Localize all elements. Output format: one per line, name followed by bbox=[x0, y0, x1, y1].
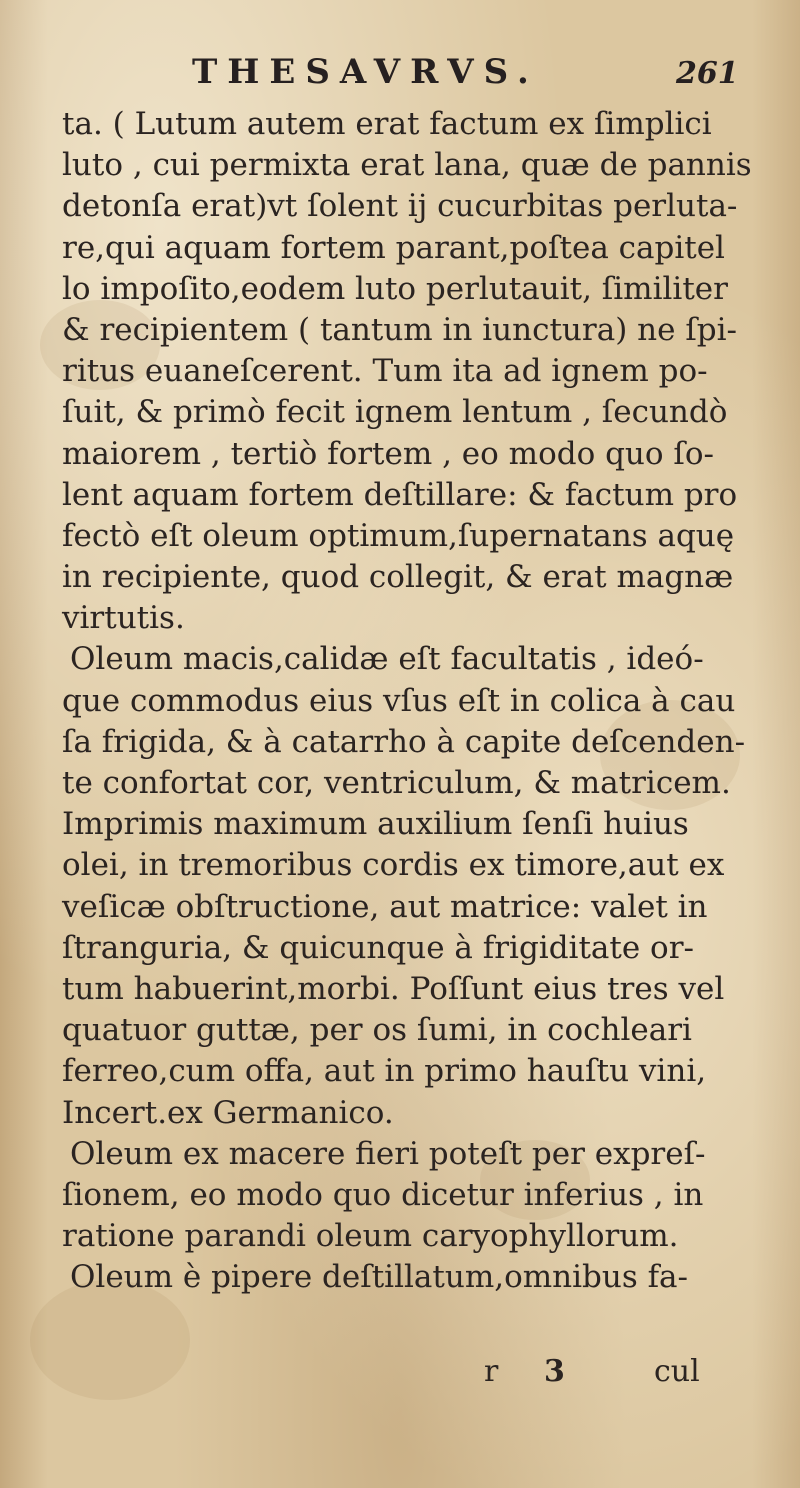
text-line: lent aquam fortem deſtillare: & factum pro bbox=[62, 476, 738, 513]
paragraph-start-line: Oleum ex macere fieri poteſt per expreſ- bbox=[70, 1135, 706, 1172]
text-line: Imprimis maximum auxilium ſenſi huius bbox=[62, 806, 689, 843]
paragraph-start-line: Oleum macis,calidæ eſt facultatis , ideó- bbox=[70, 641, 704, 678]
running-title: THESAVRVS. bbox=[192, 52, 539, 92]
text-line: te confortat cor, ventriculum, & matricem. bbox=[62, 765, 731, 801]
text-line: ſionem, eo modo quo dicetur inferius , in bbox=[62, 1176, 704, 1213]
paragraph-start-line: Oleum è pipere deſtillatum,omnibus fa- bbox=[70, 1259, 689, 1296]
text-line: & recipientem ( tantum in iunctura) ne ſpi- bbox=[62, 311, 738, 348]
text-line: ritus euaneſcerent. Tum ita ad ignem po- bbox=[62, 353, 708, 390]
source-citation-line: Incert.ex Germanico. bbox=[62, 1094, 394, 1131]
text-line: re,qui aquam fortem parant,poſtea capitel bbox=[62, 229, 725, 266]
text-line: detonſa erat)vt ſolent ij cucurbitas perluta- bbox=[62, 188, 738, 225]
text-line: ſtranguria, & quicunque à frigiditate or- bbox=[62, 929, 695, 966]
text-line: ta. ( Lutum autem erat factum ex ſimplici bbox=[62, 106, 712, 142]
text-line: ferreo,cum offa, aut in primo hauſtu vini, bbox=[62, 1053, 707, 1090]
text-line: tum habuerint,morbi. Poſſunt eius tres vel bbox=[62, 970, 725, 1007]
text-line: luto , cui permixta erat lana, quæ de pannis bbox=[62, 147, 752, 184]
text-line: veſicæ obſtructione, aut matrice: valet in bbox=[62, 888, 708, 925]
text-line: ſa frigida, & à catarrho à capite deſcenden- bbox=[62, 723, 746, 760]
text-line: fectò eſt oleum optimum,ſupernatans aquę bbox=[62, 517, 735, 554]
text-line: virtutis. bbox=[62, 600, 185, 637]
page-header bbox=[0, 44, 800, 100]
text-line: ſuit, & primò fecit ignem lentum , ſecundò bbox=[62, 394, 728, 431]
text-line: maiorem , tertiò fortem , eo modo quo ſo- bbox=[62, 435, 715, 472]
text-line: ratione parandi oleum caryophyllorum. bbox=[62, 1218, 679, 1255]
text-line: in recipiente, quod collegit, & erat magnæ bbox=[62, 559, 734, 596]
body-text bbox=[62, 104, 752, 1298]
text-line: quatuor guttæ, per os ſumi, in cochleari bbox=[62, 1012, 692, 1049]
text-line: que commodus eius vſus eſt in colica à cau bbox=[62, 682, 736, 719]
signature-letter: r bbox=[484, 1354, 499, 1389]
signature-number: 3 bbox=[544, 1354, 565, 1389]
catchword: cul bbox=[654, 1354, 700, 1389]
page-number: 261 bbox=[676, 56, 739, 91]
text-line: olei, in tremoribus cordis ex timore,aut ex bbox=[62, 847, 725, 884]
text-line: lo impoſito,eodem luto perlutauit, ſimiliter bbox=[62, 270, 728, 307]
